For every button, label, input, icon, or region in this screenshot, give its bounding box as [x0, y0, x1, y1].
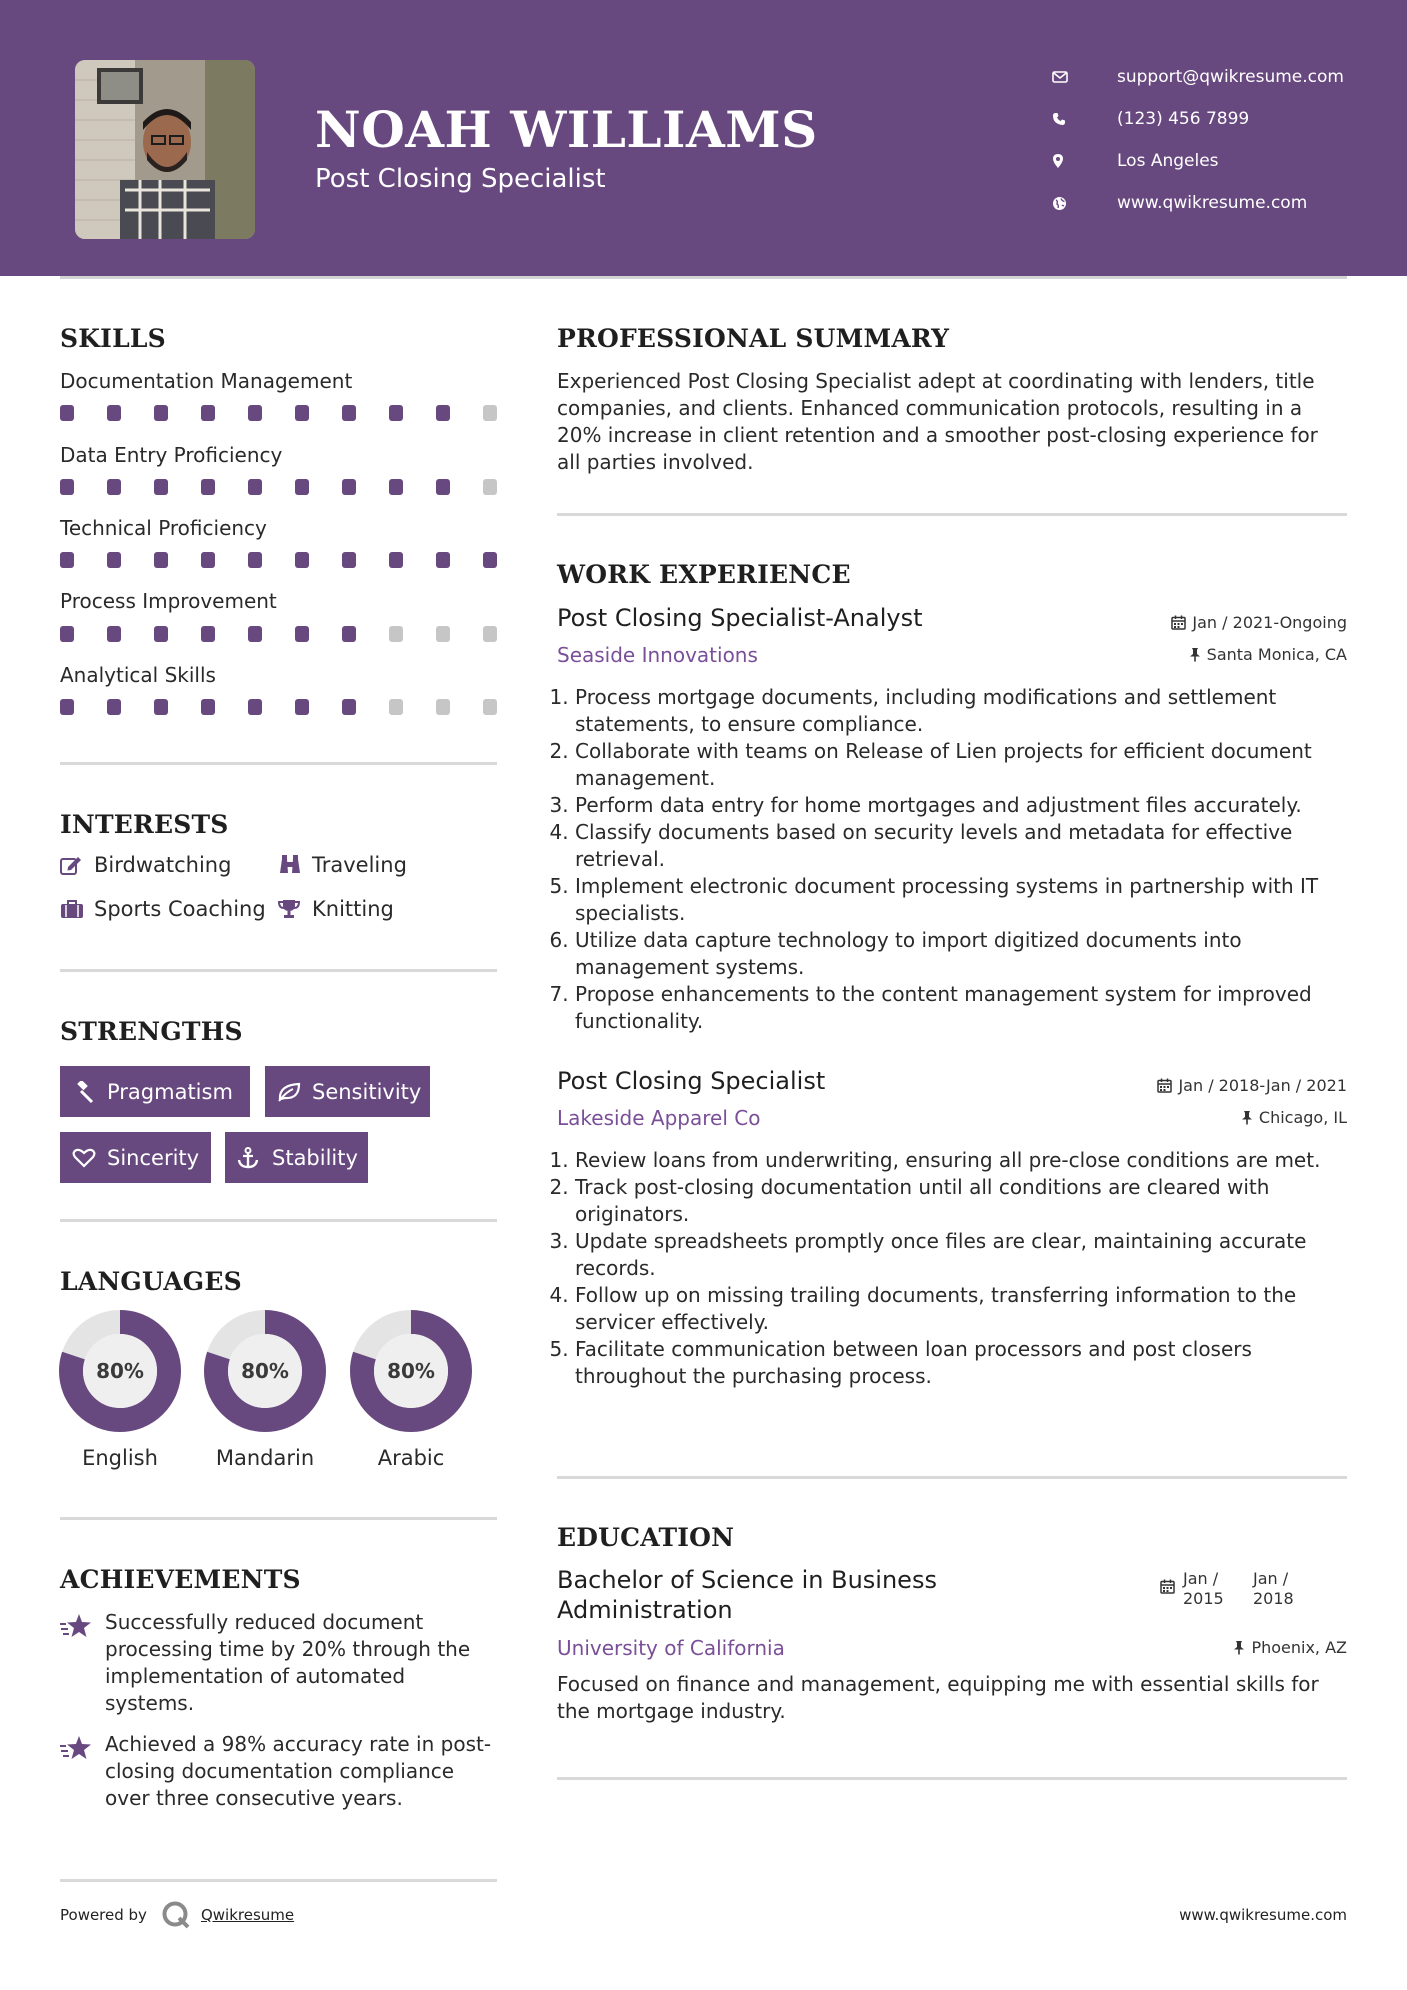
rating-dot-empty	[483, 626, 497, 642]
education-date-end	[1253, 1569, 1294, 1609]
section-divider	[60, 762, 497, 765]
education-description: Focused on finance and management, equipping me with essential skills for the mortgage industry.	[557, 1672, 1319, 1723]
achievement-item	[60, 1609, 500, 1717]
contact-email[interactable]	[1050, 56, 1344, 98]
job-location	[1241, 1108, 1347, 1127]
contact-list	[1050, 56, 1344, 224]
date-start-line: 2015	[1183, 1589, 1224, 1608]
section-divider	[60, 1517, 497, 1520]
brand-link[interactable]: Qwikresume	[200, 1906, 295, 1924]
rating-dot-filled	[295, 626, 309, 642]
contact-email-text: support@qwikresume.com	[1117, 67, 1344, 87]
interest-item	[278, 853, 407, 877]
job-title: Post Closing Specialist-Analyst	[557, 604, 923, 632]
duty-item: 5. Implement electronic document processing systems in partnership with IT specialists.	[575, 873, 1347, 927]
candidate-name: NOAH WILLIAMS	[315, 100, 818, 159]
rating-dot-empty	[436, 626, 450, 642]
rating-dot-empty	[483, 479, 497, 495]
skill-rating-dots	[60, 626, 497, 642]
job-date	[1157, 1076, 1347, 1095]
achievements-heading: ACHIEVEMENTS	[60, 1565, 301, 1594]
language-name: Arabic	[377, 1446, 445, 1470]
rating-dot-filled	[248, 699, 262, 715]
section-divider	[60, 1879, 497, 1882]
duty-item: 4. Follow up on missing trailing documents, transferring information to the servicer effectively.	[575, 1282, 1347, 1336]
rating-dot-filled	[201, 699, 215, 715]
rating-dot-filled	[295, 405, 309, 421]
rating-dot-filled	[107, 552, 121, 568]
rating-dot-filled	[60, 479, 74, 495]
degree-line-1: Bachelor of Science in Business	[557, 1566, 937, 1594]
experience-heading: WORK EXPERIENCE	[557, 560, 851, 589]
rating-dot-filled	[342, 405, 356, 421]
duty-item: 1. Review loans from underwriting, ensuring all pre-close conditions are met.	[575, 1147, 1347, 1174]
rating-dot-filled	[154, 405, 168, 421]
duty-item: 1. Process mortgage documents, including modifications and settlement statements, to ensure compliance.	[575, 684, 1347, 738]
education-location	[1233, 1638, 1347, 1657]
globe-icon	[1052, 196, 1082, 211]
qwikresume-logo-icon	[161, 1900, 191, 1930]
interest-item	[60, 853, 231, 877]
school-name: University of California	[557, 1636, 785, 1660]
degree-line-2: Administration	[557, 1596, 733, 1624]
rating-dot-filled	[389, 552, 403, 568]
rating-dot-empty	[483, 405, 497, 421]
date-start-line: Jan /	[1183, 1569, 1219, 1588]
rating-dot-filled	[154, 479, 168, 495]
calendar-icon	[1171, 615, 1186, 630]
gavel-icon	[72, 1081, 107, 1103]
date-end-line: 2018	[1253, 1589, 1294, 1608]
rating-dot-filled	[60, 699, 74, 715]
achievement-text: Achieved a 98% accuracy rate in post-closing documentation compliance over three consecutive years.	[105, 1732, 492, 1810]
heart-icon	[72, 1148, 107, 1168]
strength-badge	[60, 1066, 250, 1117]
duty-item: 5. Facilitate communication between loan processors and post closers throughout the purchasing process.	[575, 1336, 1347, 1390]
language-donut-chart	[59, 1310, 181, 1432]
job-location-text: Santa Monica, CA	[1206, 645, 1347, 664]
rating-dot-filled	[60, 626, 74, 642]
section-divider	[60, 969, 497, 972]
rating-dot-filled	[295, 479, 309, 495]
skill-name: Process Improvement	[60, 589, 277, 613]
interest-label: Sports Coaching	[94, 897, 266, 921]
rating-dot-filled	[436, 479, 450, 495]
duty-item: 3. Update spreadsheets promptly once files are clear, maintaining accurate records.	[575, 1228, 1347, 1282]
contact-website-text: www.qwikresume.com	[1117, 193, 1308, 213]
interest-label: Birdwatching	[94, 853, 232, 877]
interest-item	[278, 897, 394, 921]
interest-label: Traveling	[312, 853, 407, 877]
rating-dot-filled	[389, 479, 403, 495]
job-date	[1171, 613, 1347, 632]
leaf-icon	[277, 1082, 312, 1102]
strength-label: Pragmatism	[107, 1079, 233, 1104]
strength-label: Sincerity	[107, 1145, 200, 1170]
rating-dot-filled	[201, 405, 215, 421]
donut-percent-label: 80%	[387, 1359, 435, 1383]
job-duties-list	[557, 684, 1347, 1035]
contact-website[interactable]	[1050, 182, 1344, 224]
duty-item: 2. Track post-closing documentation until all conditions are cleared with originators.	[575, 1174, 1347, 1228]
rating-dot-filled	[201, 552, 215, 568]
rating-dot-filled	[436, 552, 450, 568]
job-duties-list	[557, 1147, 1347, 1390]
rating-dot-filled	[107, 405, 121, 421]
contact-phone[interactable]	[1050, 98, 1344, 140]
section-divider	[557, 1777, 1347, 1780]
company-name: Seaside Innovations	[557, 643, 758, 667]
shooting-star-icon	[60, 1735, 92, 1765]
rating-dot-empty	[389, 626, 403, 642]
calendar-icon	[1157, 1078, 1172, 1093]
skill-rating-dots	[60, 405, 497, 421]
skill-rating-dots	[60, 479, 497, 495]
interest-label: Knitting	[312, 897, 394, 921]
rating-dot-filled	[201, 626, 215, 642]
rating-dot-filled	[154, 552, 168, 568]
education-date-start	[1183, 1569, 1253, 1609]
rating-dot-filled	[389, 405, 403, 421]
rating-dot-empty	[436, 699, 450, 715]
job-date-text: Jan / 2021-Ongoing	[1192, 613, 1347, 632]
education-date	[1160, 1569, 1294, 1609]
education-location-text: Phoenix, AZ	[1251, 1638, 1347, 1657]
donut-percent-label: 80%	[241, 1359, 289, 1383]
language-name: Mandarin	[215, 1446, 315, 1470]
trophy-icon	[278, 899, 312, 919]
envelope-icon	[1052, 71, 1082, 83]
rating-dot-filled	[483, 552, 497, 568]
duty-item: 7. Propose enhancements to the content management system for improved functionality.	[575, 981, 1347, 1035]
resume-header	[0, 0, 1407, 276]
footer-website[interactable]: www.qwikresume.com	[1179, 1906, 1347, 1924]
rating-dot-empty	[483, 699, 497, 715]
interests-heading: INTERESTS	[60, 810, 229, 839]
section-divider	[557, 513, 1347, 516]
summary-text: Experienced Post Closing Specialist adept at coordinating with lenders, title companies, and clients. Enhanced communication protocols, resulting in a 20% increase in client retention and a smoother post-closing experience for all parties involved.	[557, 369, 1318, 474]
skill-name: Analytical Skills	[60, 663, 216, 687]
rating-dot-filled	[342, 479, 356, 495]
job-location-text: Chicago, IL	[1258, 1108, 1347, 1127]
shooting-star-icon	[60, 1613, 92, 1643]
pencil-edit-icon	[60, 855, 94, 875]
duty-item: 6. Utilize data capture technology to import digitized documents into management systems.	[575, 927, 1347, 981]
rating-dot-filled	[154, 699, 168, 715]
candidate-title: Post Closing Specialist	[315, 164, 606, 194]
rating-dot-filled	[295, 699, 309, 715]
strength-label: Sensitivity	[312, 1079, 422, 1104]
language-donut-chart	[204, 1310, 326, 1432]
section-divider	[557, 1476, 1347, 1479]
rating-dot-filled	[154, 626, 168, 642]
achievement-text: Successfully reduced document processing time by 20% through the implementation of automated systems.	[105, 1610, 471, 1715]
location-pin-icon	[1052, 153, 1082, 169]
language-name: English	[82, 1446, 158, 1470]
rating-dot-filled	[248, 626, 262, 642]
donut-percent-label: 80%	[96, 1359, 144, 1383]
rating-dot-filled	[60, 552, 74, 568]
rating-dot-filled	[107, 626, 121, 642]
rating-dot-filled	[107, 699, 121, 715]
strength-label: Stability	[272, 1145, 358, 1170]
duty-item: 2. Collaborate with teams on Release of Lien projects for efficient document management.	[575, 738, 1347, 792]
strengths-heading: STRENGTHS	[60, 1017, 243, 1046]
contact-phone-text: (123) 456 7899	[1117, 109, 1250, 129]
powered-by-text: Powered by	[60, 1906, 147, 1924]
header-divider	[60, 276, 1347, 279]
anchor-icon	[237, 1147, 272, 1169]
contact-location	[1050, 140, 1344, 182]
calendar-icon	[1160, 1579, 1175, 1609]
skills-heading: SKILLS	[60, 324, 166, 353]
skill-name: Data Entry Proficiency	[60, 443, 283, 467]
phone-icon	[1052, 112, 1082, 126]
strength-badge	[225, 1132, 368, 1183]
section-divider	[60, 1219, 497, 1222]
rating-dot-filled	[248, 479, 262, 495]
job-location	[1189, 645, 1347, 664]
education-heading: EDUCATION	[557, 1523, 735, 1552]
rating-dot-empty	[389, 699, 403, 715]
strength-badge	[60, 1132, 211, 1183]
skill-name: Technical Proficiency	[60, 516, 267, 540]
achievement-item	[60, 1731, 500, 1812]
language-donut-chart	[350, 1310, 472, 1432]
contact-location-text: Los Angeles	[1117, 151, 1219, 171]
rating-dot-filled	[436, 405, 450, 421]
skill-rating-dots	[60, 552, 497, 568]
rating-dot-filled	[342, 552, 356, 568]
rating-dot-filled	[248, 405, 262, 421]
skill-name: Documentation Management	[60, 369, 353, 393]
profile-photo	[75, 60, 255, 239]
rating-dot-filled	[107, 479, 121, 495]
duty-item: 4. Classify documents based on security levels and metadata for effective retrieval.	[575, 819, 1347, 873]
rating-dot-filled	[342, 626, 356, 642]
company-name: Lakeside Apparel Co	[557, 1106, 761, 1130]
rating-dot-filled	[201, 479, 215, 495]
interest-item	[60, 897, 266, 921]
footer-powered-by	[60, 1900, 294, 1930]
strength-badge	[265, 1066, 430, 1117]
binoculars-icon	[278, 855, 312, 875]
date-end-line: Jan /	[1253, 1569, 1289, 1588]
pushpin-icon	[1241, 1110, 1253, 1125]
duty-item: 3. Perform data entry for home mortgages and adjustment files accurately.	[575, 792, 1347, 819]
rating-dot-filled	[295, 552, 309, 568]
pushpin-icon	[1189, 647, 1201, 662]
summary-heading: PROFESSIONAL SUMMARY	[557, 324, 950, 353]
briefcase-icon	[60, 899, 94, 919]
rating-dot-filled	[342, 699, 356, 715]
job-date-text: Jan / 2018-Jan / 2021	[1178, 1076, 1347, 1095]
job-title: Post Closing Specialist	[557, 1067, 826, 1095]
rating-dot-filled	[248, 552, 262, 568]
rating-dot-filled	[60, 405, 74, 421]
languages-heading: LANGUAGES	[60, 1267, 242, 1296]
skill-rating-dots	[60, 699, 497, 715]
pushpin-icon	[1233, 1640, 1245, 1655]
